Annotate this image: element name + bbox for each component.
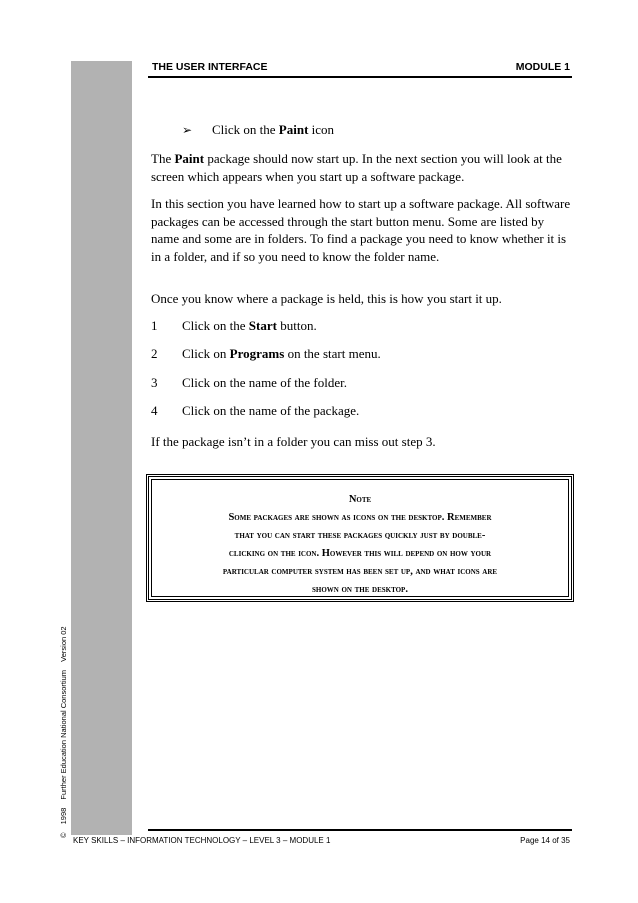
para2-text: In this section you have learned how to start up a software package. All software packages can be accessed through the start button menu. Some are listed by name and some are in folders. To find a package you need to know whether it is in a folder, and if so you need to know the folder name. [151,196,571,264]
paragraph-intro-steps [151,290,572,308]
para1-pre: The [151,151,175,166]
note-line: Some packages are shown as icons on the desktop. Remember [228,512,492,523]
footer-rule [148,829,572,831]
footer-page-number: Page 14 of 35 [520,836,570,845]
step-item [151,375,347,391]
step-text-bold: Start [248,318,277,333]
note-line: clicking on the icon. However this will depend on how your [228,548,492,559]
step-text-post: button. [276,318,317,333]
copyright-year: 1998 [59,807,68,825]
header-module: MODULE 1 [515,61,570,73]
step-item [151,346,381,362]
step-text-post: on the start menu. [284,346,381,361]
para1-bold: Paint [174,151,205,166]
step-number: 2 [151,346,158,361]
step-item [151,403,359,419]
paragraph-paint [151,150,572,185]
note-box [146,474,574,602]
step-text-pre: Click on the name of the package. [182,403,360,418]
bullet-text-bold: Paint [278,122,309,137]
para1-post: package should now start up. In the next section you will look at the screen which appears when you start up a software package. [151,151,562,184]
step-number: 1 [151,318,158,333]
footer-course: KEY SKILLS – INFORMATION TECHNOLOGY – LEVEL 3 – MODULE 1 [73,836,331,845]
note-line: particular computer system has been set up, and what icons are [222,566,498,577]
header-title: THE USER INTERFACE [152,61,268,73]
note-content [149,491,571,599]
step-number: 4 [151,403,158,418]
note-line: shown on the desktop. [312,584,408,595]
step-text-pre: Click on the [182,318,249,333]
margin-bar [71,61,132,835]
bullet-item [182,122,334,138]
step-text-pre: Click on the name of the folder. [182,375,347,390]
bullet-text-post: icon [308,122,335,137]
step-text-pre: Click on [182,346,230,361]
note-title: Note [348,494,372,505]
step-item [151,318,317,334]
note-line: that you can start these packages quickly just by double- [234,530,486,541]
para4-text: If the package isn’t in a folder you can miss out step 3. [151,434,436,449]
para3-text: Once you know where a package is held, this is how you start it up. [151,291,502,306]
bullet-text-pre: Click on the [212,122,279,137]
copyright-org: Further Education National Consortium [59,669,68,800]
document-version: Version 02 [59,626,68,662]
step-text-bold: Programs [229,346,285,361]
paragraph-skip-step [151,433,572,451]
copyright-symbol: © [59,832,68,838]
sidebar-copyright [59,620,68,838]
header-rule [148,76,572,78]
step-number: 3 [151,375,158,390]
paragraph-summary [151,195,572,265]
arrow-bullet-icon: ➢ [182,123,193,137]
